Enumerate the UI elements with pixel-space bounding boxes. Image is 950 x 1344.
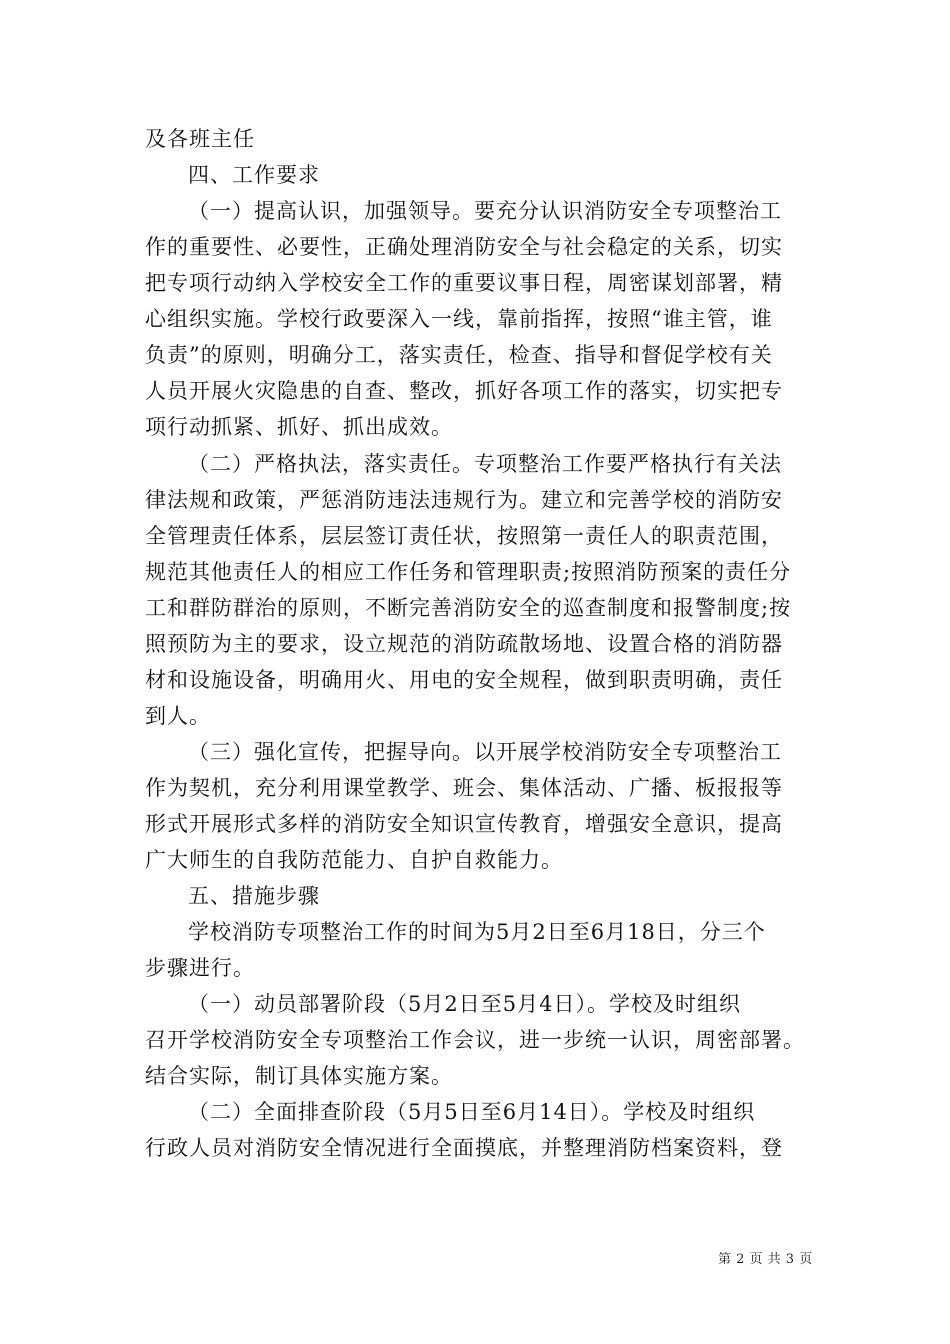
text-line: 学校消防专项整治工作的时间为5月2日至6月18日，分三个 xyxy=(188,920,766,944)
text-line: （一）提高认识，加强领导。要充分认识消防安全专项整治工 xyxy=(188,199,782,223)
text-line: 形式开展形式多样的消防安全知识宣传教育，增强安全意识，提高 xyxy=(145,812,783,836)
text-line: 步骤进行。 xyxy=(145,956,255,980)
text-line: （一）动员部署阶段（5月2日至5月4日）。学校及时组织 xyxy=(188,992,741,1016)
text-line: （二）严格执法，落实责任。专项整治工作要严格执行有关法 xyxy=(188,452,782,476)
text-line: 广大师生的自我防范能力、自护自救能力。 xyxy=(145,848,563,872)
text-line: 材和设施设备，明确用火、用电的安全规程，做到职责明确，责任 xyxy=(145,668,783,692)
text-line: （三）强化宣传，把握导向。以开展学校消防安全专项整治工 xyxy=(188,740,782,764)
text-line: （二）全面排查阶段（5月5日至6月14日）。学校及时组织 xyxy=(188,1100,756,1124)
text-line: 负责”的原则，明确分工，落实责任，检查、指导和督促学校有关 xyxy=(145,343,773,367)
text-line: 心组织实施。学校行政要深入一线，靠前指挥，按照“谁主管，谁 xyxy=(145,307,773,331)
section-heading: 五、措施步骤 xyxy=(188,884,320,908)
text-line: 项行动抓紧、抓好、抓出成效。 xyxy=(145,415,453,439)
text-line: 全管理责任体系，层层签订责任状，按照第一责任人的职责范围， xyxy=(145,524,783,548)
text-line: 召开学校消防安全专项整治工作会议，进一步统一认识，周密部署。 xyxy=(145,1028,805,1052)
text-line: 照预防为主的要求，设立规范的消防疏散场地、设置合格的消防器 xyxy=(145,632,783,656)
text-line: 到人。 xyxy=(145,704,211,728)
text-line: 作为契机，充分利用课堂教学、班会、集体活动、广播、板报报等 xyxy=(145,776,783,800)
text-line: 人员开展火灾隐患的自查、整改，抓好各项工作的落实，切实把专 xyxy=(145,379,783,403)
text-line: 规范其他责任人的相应工作任务和管理职责;按照消防预案的责任分 xyxy=(145,560,792,584)
text-line: 结合实际，制订具体实施方案。 xyxy=(145,1064,453,1088)
text-line: 及各班主任 xyxy=(145,127,255,151)
page-number: 第 2 页 共 3 页 xyxy=(718,1252,813,1267)
text-line: 作的重要性、必要性，正确处理消防安全与社会稳定的关系，切实 xyxy=(145,235,783,259)
text-line: 行政人员对消防安全情况进行全面摸底，并整理消防档案资料，登 xyxy=(145,1136,783,1160)
section-heading: 四、工作要求 xyxy=(188,163,320,187)
text-line: 工和群防群治的原则，不断完善消防安全的巡查制度和报警制度;按 xyxy=(145,596,792,620)
text-line: 把专项行动纳入学校安全工作的重要议事日程，周密谋划部署，精 xyxy=(145,271,783,295)
text-line: 律法规和政策，严惩消防违法违规行为。建立和完善学校的消防安 xyxy=(145,488,783,512)
